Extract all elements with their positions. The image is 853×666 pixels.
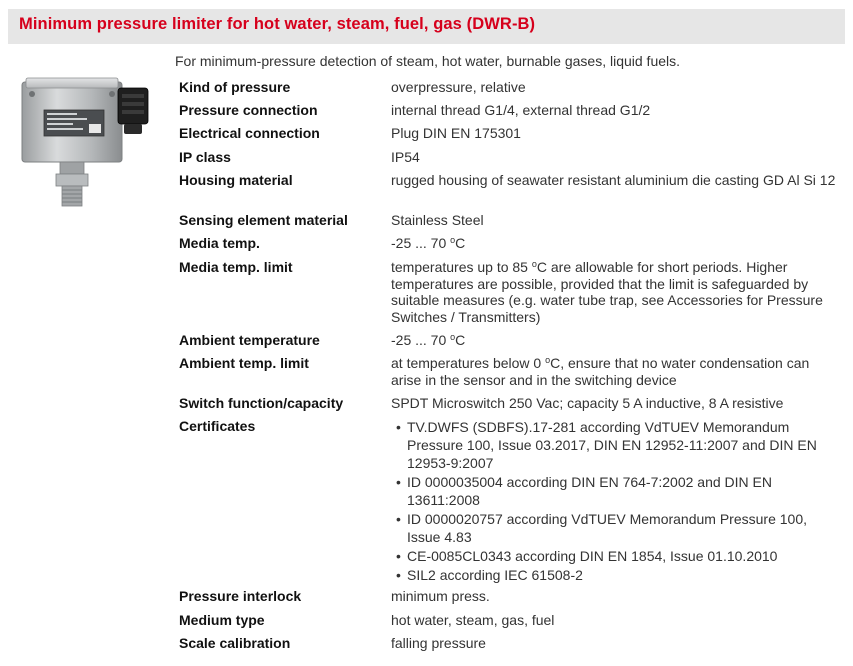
spec-label: Ambient temp. limit bbox=[179, 355, 309, 371]
spec-value: Stainless Steel bbox=[391, 212, 484, 228]
spec-value: -25 ... 70 $^o$C bbox=[391, 332, 466, 348]
spec-label: Pressure interlock bbox=[179, 588, 302, 604]
spec-label: Medium type bbox=[179, 612, 265, 628]
spec-label: IP class bbox=[179, 149, 231, 165]
spec-value: SPDT Microswitch 250 Vac; capacity 5 A inductive, 8 A resistive bbox=[391, 395, 784, 411]
page-title: Minimum pressure limiter for hot water, steam, fuel, gas (DWR-B) bbox=[19, 15, 536, 33]
spec-label: Media temp. bbox=[179, 235, 260, 251]
spec-value: at temperatures below 0 $^o$C, ensure that no water condensation can arise in the sensor and in the switching device bbox=[391, 355, 810, 388]
spec-value: overpressure, relative bbox=[391, 79, 526, 95]
spec-value: hot water, steam, gas, fuel bbox=[391, 612, 555, 628]
spec-label: Pressure connection bbox=[179, 102, 318, 118]
spec-label: Electrical connection bbox=[179, 125, 320, 141]
list-item: • CE-0085CL0343 according DIN EN 1854, Issue 01.10.2010 bbox=[396, 548, 778, 564]
spec-value: temperatures up to 85 $^o$C are allowable for short periods. Higher temperatures are possible, provided that the limit is safeguarded by suitable measures (e.g. water tube trap, see Accessories for Pressure Switches / Transmitters) bbox=[391, 259, 823, 325]
spec-label: Switch function/capacity bbox=[179, 395, 344, 411]
list-item: • ID 0000020757 according VdTUEV Memorandum Pressure 100, Issue 4.83 bbox=[396, 511, 807, 545]
intro-text: For minimum-pressure detection of steam, hot water, burnable gases, liquid fuels. bbox=[175, 53, 681, 69]
spec-label: Media temp. limit bbox=[179, 259, 293, 275]
spec-value: rugged housing of seawater resistant aluminium die casting GD Al Si 12 bbox=[391, 172, 836, 188]
spec-label: Ambient temperature bbox=[179, 332, 320, 348]
title-bar bbox=[8, 9, 845, 44]
certificates-list bbox=[391, 418, 843, 585]
spec-value: IP54 bbox=[391, 149, 420, 165]
spec-value: minimum press. bbox=[391, 588, 490, 604]
spec-label: Housing material bbox=[179, 172, 293, 188]
spec-value: internal thread G1/4, external thread G1/2 bbox=[391, 102, 651, 118]
list-item: • ID 0000035004 according DIN EN 764-7:2002 and DIN EN 13611:2008 bbox=[396, 474, 772, 508]
list-item: • TV.DWFS (SDBFS).17-281 according VdTUEV Memorandum Pressure 100, Issue 03.2017, DIN EN 12952-11:2007 and DIN EN 12953-9:2007 bbox=[396, 419, 817, 471]
spec-value: -25 ... 70 $^o$C bbox=[391, 235, 466, 251]
spec-value: falling pressure bbox=[391, 635, 486, 651]
spec-label: Sensing element material bbox=[179, 212, 348, 228]
spec-value: Plug DIN EN 175301 bbox=[391, 125, 521, 141]
spec-label: Certificates bbox=[179, 418, 256, 434]
spec-label: Scale calibration bbox=[179, 635, 291, 651]
spec-label: Kind of pressure bbox=[179, 79, 291, 95]
product-image bbox=[14, 76, 164, 211]
list-item: • SIL2 according IEC 61508-2 bbox=[396, 567, 583, 583]
